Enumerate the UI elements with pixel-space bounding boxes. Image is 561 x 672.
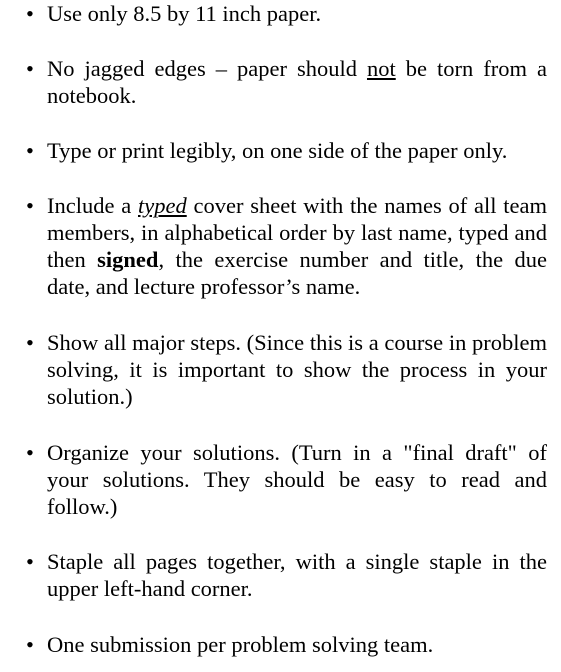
bold-text: signed — [97, 247, 159, 272]
underlined-text: not — [366, 56, 396, 81]
bullet-icon: • — [26, 632, 34, 657]
bullet-icon: • — [26, 440, 34, 465]
bullet-icon: • — [26, 56, 34, 81]
list-item-text: Organize your solutions. (Turn in a "final draft" of your solutions. They should be easy to read and follow.) — [47, 440, 547, 519]
list-item-text: No jagged edges – paper should not be torn from a notebook. — [47, 56, 547, 108]
bullet-icon: • — [26, 330, 34, 355]
list-item-text: Include a typed cover sheet with the names of all team members, in alphabetical order by last name, typed and then signed, the exercise number and title, the due date, and lecture professor’s name. — [47, 193, 547, 299]
list-item-text: One submission per problem solving team. — [47, 632, 434, 657]
list-item — [26, 548, 547, 602]
list-item — [26, 137, 547, 164]
bullet-icon: • — [26, 1, 34, 26]
list-item — [26, 55, 547, 109]
bullet-icon: • — [26, 549, 34, 574]
list-item — [26, 631, 547, 658]
bullet-icon: • — [26, 193, 34, 218]
underlined-italic-text: typed — [138, 193, 187, 218]
list-item — [26, 0, 547, 27]
bullet-icon: • — [26, 138, 34, 163]
list-item — [26, 439, 547, 520]
list-item — [26, 192, 547, 300]
list-item-text: Type or print legibly, on one side of the paper only. — [47, 138, 508, 163]
list-item-text: Show all major steps. (Since this is a course in problem solving, it is important to show the process in your solution.) — [47, 330, 547, 409]
list-item-text: Use only 8.5 by 11 inch paper. — [47, 1, 322, 26]
list-item — [26, 329, 547, 410]
list-item-text: Staple all pages together, with a single staple in the upper left-hand corner. — [47, 549, 547, 601]
